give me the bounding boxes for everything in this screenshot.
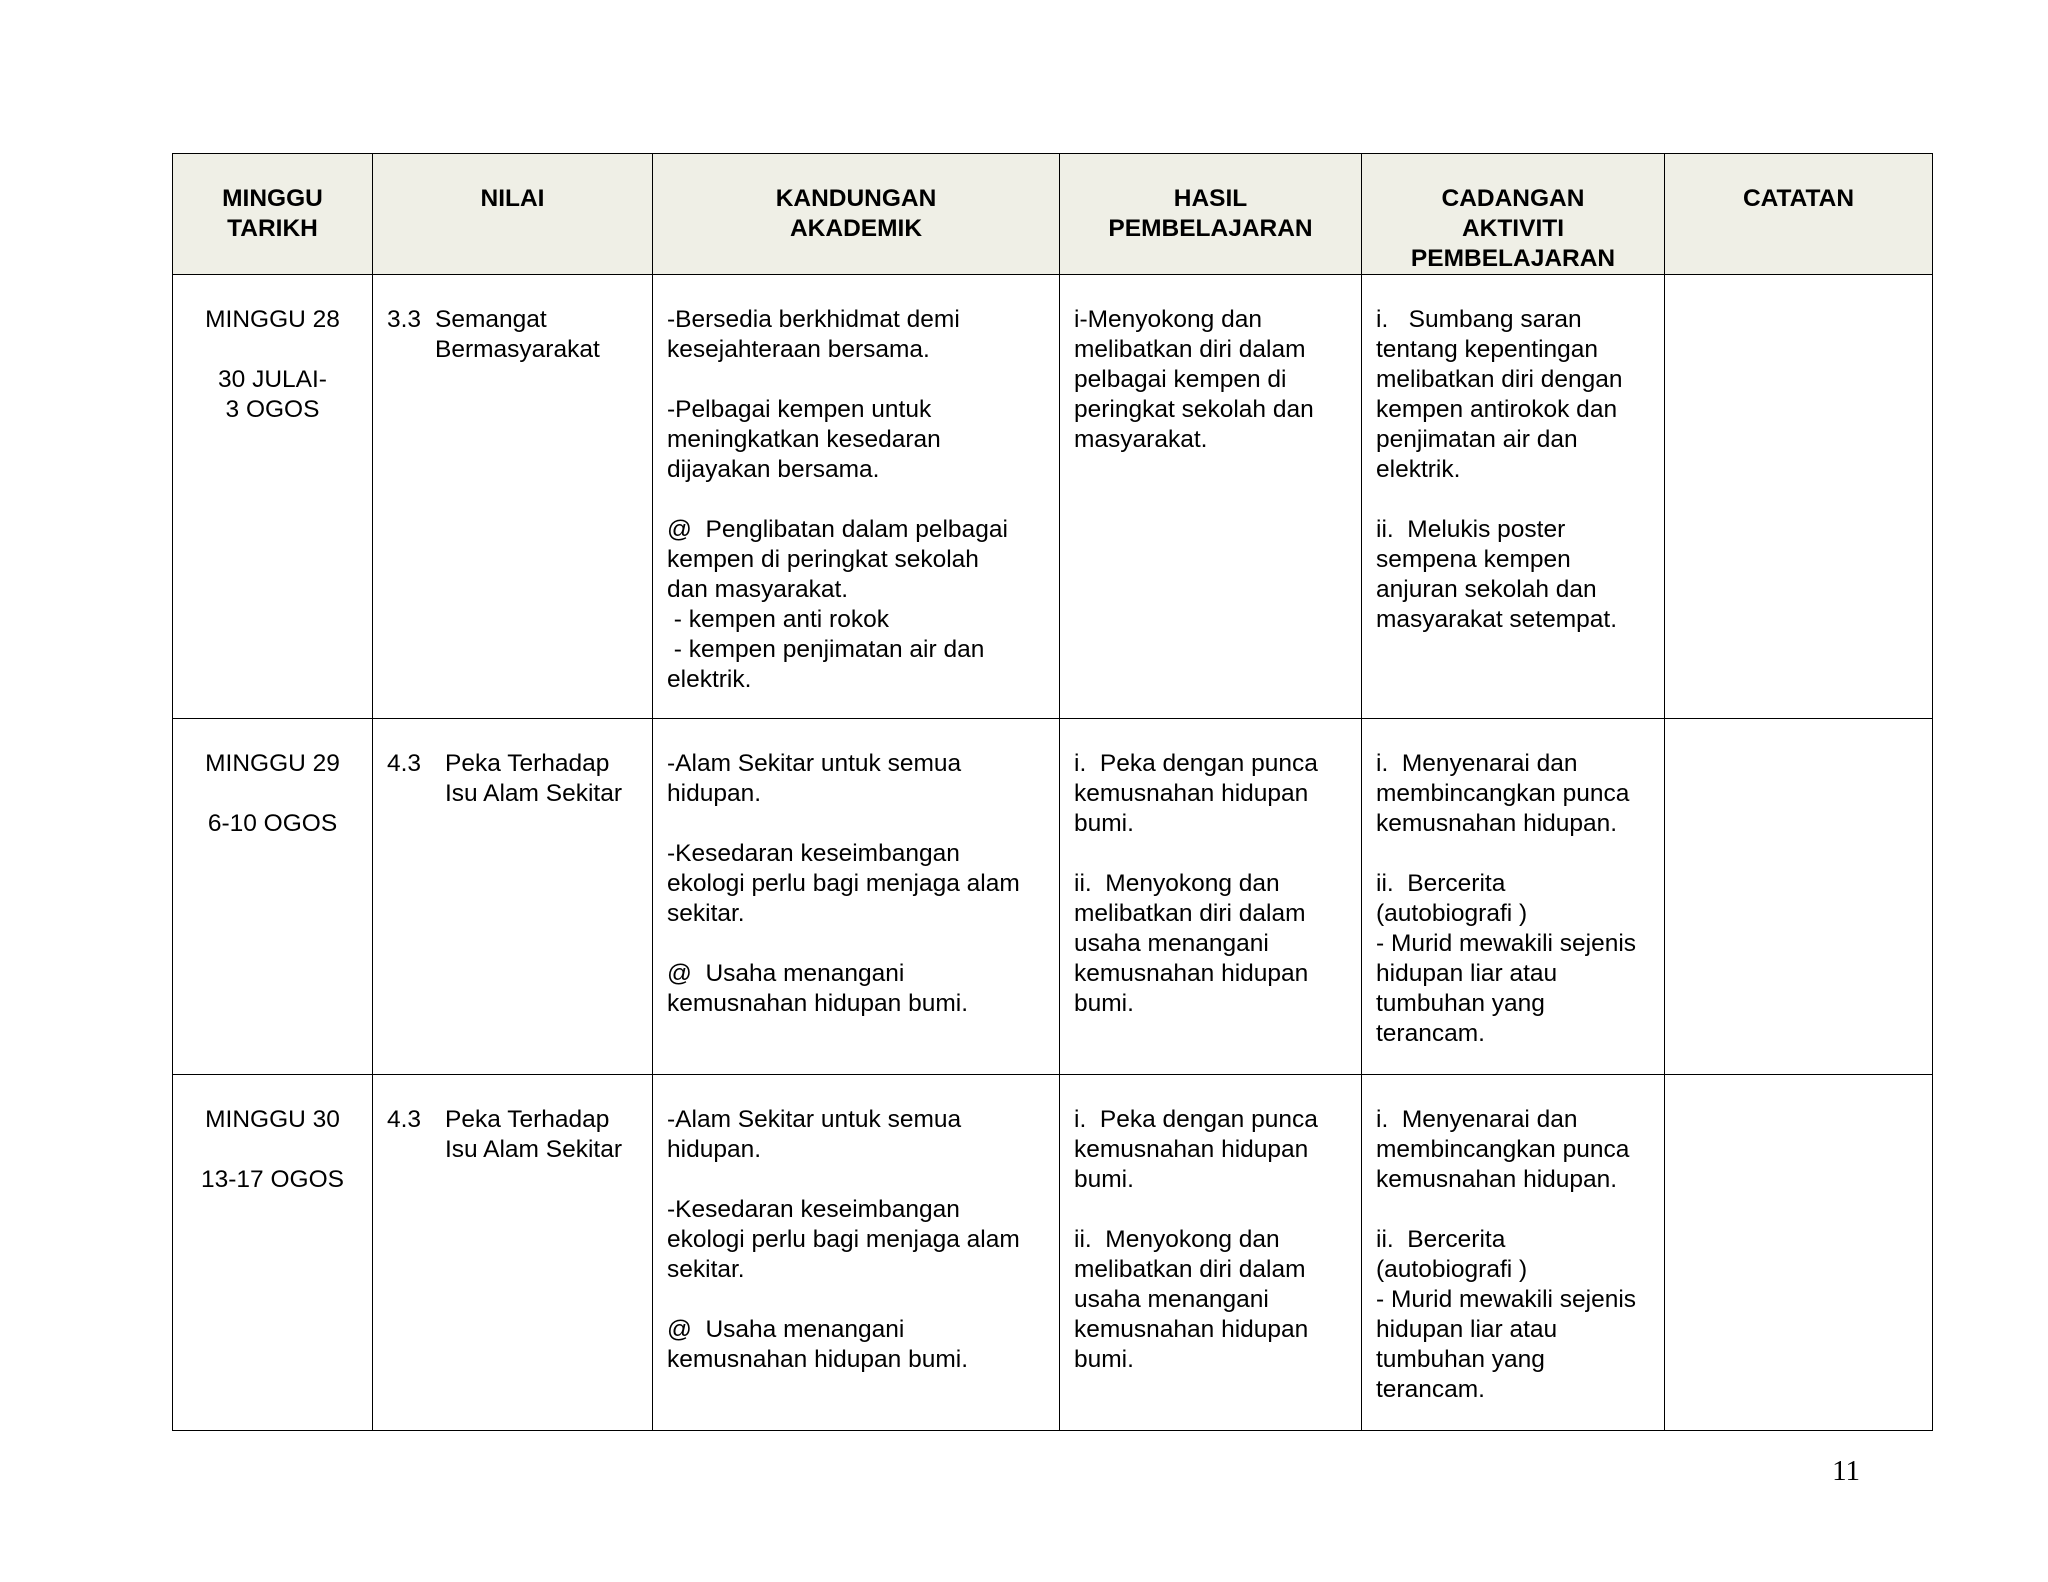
header-minggu-tarikh [173, 154, 373, 275]
text-line: ii. Melukis poster [1376, 516, 1566, 543]
date-range [187, 365, 358, 425]
text-line: kemusnahan hidupan [1074, 780, 1309, 807]
nilai-cell [373, 1075, 653, 1431]
text-line: ekologi perlu bagi menjaga alam [667, 870, 1020, 897]
text-line: usaha menangani [1074, 930, 1269, 957]
hasil-paragraph [1074, 305, 1347, 455]
text-line: kesejahteraan bersama. [667, 336, 930, 363]
kandungan-paragraph [667, 1315, 1045, 1375]
text-line: masyarakat setempat. [1376, 606, 1618, 633]
text-line: elektrik. [667, 666, 752, 693]
text-line: (autobiografi ) [1376, 900, 1528, 927]
hasil-paragraph [1074, 1225, 1347, 1375]
hasil-paragraph [1074, 1105, 1347, 1195]
header-label: TARIKH [227, 215, 318, 242]
text-line: Peka Terhadap [445, 750, 610, 777]
text-line: - Murid mewakili sejenis [1376, 1286, 1637, 1313]
date-range [187, 1165, 358, 1195]
text-line: -Pelbagai kempen untuk [667, 396, 932, 423]
text-line: - Murid mewakili sejenis [1376, 930, 1637, 957]
nilai-text [445, 749, 638, 809]
text-line: 13-17 OGOS [201, 1166, 344, 1193]
text-line: tumbuhan yang [1376, 1346, 1545, 1373]
hasil-paragraph [1074, 749, 1347, 839]
text-line: hidupan. [667, 1136, 762, 1163]
kandungan-paragraph [667, 395, 1045, 485]
hasil-cell [1060, 275, 1362, 719]
text-line: masyarakat. [1074, 426, 1208, 453]
kandungan-paragraph [667, 1105, 1045, 1165]
text-line: - kempen penjimatan air dan [667, 636, 985, 663]
text-line: dijayakan bersama. [667, 456, 880, 483]
text-line: i. Peka dengan punca [1074, 750, 1318, 777]
text-line: meningkatkan kesedaran [667, 426, 941, 453]
text-line: membincangkan punca [1376, 1136, 1630, 1163]
text-line: melibatkan diri dalam [1074, 900, 1306, 927]
text-line: i. Peka dengan punca [1074, 1106, 1318, 1133]
text-line: ii. Bercerita [1376, 1226, 1506, 1253]
text-line: -Bersedia berkhidmat demi [667, 306, 960, 333]
text-line: ii. Bercerita [1376, 870, 1506, 897]
week-label: MINGGU 30 [205, 1106, 340, 1133]
text-line: @ Usaha menangani [667, 1316, 905, 1343]
week-label: MINGGU 28 [205, 306, 340, 333]
text-line: bumi. [1074, 810, 1134, 837]
header-label: AKADEMIK [789, 215, 923, 242]
nilai-text [445, 1105, 638, 1165]
cadangan-paragraph [1376, 1105, 1650, 1195]
catatan-cell [1665, 719, 1933, 1075]
header-kandungan-akademik [653, 154, 1060, 275]
text-line: Isu Alam Sekitar [445, 780, 623, 807]
text-line: Bermasyarakat [435, 336, 600, 363]
text-line: bumi. [1074, 1346, 1134, 1373]
text-line: 30 JULAI- [218, 366, 327, 393]
text-line: @ Penglibatan dalam pelbagai [667, 516, 1008, 543]
text-line: bumi. [1074, 990, 1134, 1017]
nilai-entry [387, 749, 638, 809]
header-label: AKTIVITI [1461, 215, 1565, 242]
kandungan-paragraph [667, 959, 1045, 1019]
kandungan-cell [653, 719, 1060, 1075]
header-label: NILAI [480, 185, 545, 212]
cadangan-cell [1362, 1075, 1665, 1431]
text-line: - kempen anti rokok [667, 606, 889, 633]
text-line: sempena kempen [1376, 546, 1571, 573]
cadangan-paragraph [1376, 869, 1650, 1049]
header-label: PEMBELAJARAN [1108, 215, 1313, 242]
table-body [173, 275, 1933, 1431]
text-line: Peka Terhadap [445, 1106, 610, 1133]
cadangan-cell [1362, 719, 1665, 1075]
hasil-paragraph [1074, 869, 1347, 1019]
table-row [173, 719, 1933, 1075]
text-line: hidupan liar atau [1376, 960, 1558, 987]
header-nilai [373, 154, 653, 275]
text-line: (autobiografi ) [1376, 1256, 1528, 1283]
header-row [173, 154, 1933, 275]
header-catatan [1665, 154, 1933, 275]
text-line: -Alam Sekitar untuk semua [667, 1106, 962, 1133]
text-line: i. Menyenarai dan [1376, 1106, 1578, 1133]
cadangan-cell [1362, 275, 1665, 719]
nilai-cell [373, 275, 653, 719]
week-label: MINGGU 29 [205, 750, 340, 777]
text-line: kemusnahan hidupan [1074, 1136, 1309, 1163]
text-line: i. Sumbang saran [1376, 306, 1582, 333]
table-header [173, 154, 1933, 275]
hasil-cell [1060, 719, 1362, 1075]
header-label: PEMBELAJARAN [1410, 245, 1616, 272]
cadangan-paragraph [1376, 749, 1650, 839]
text-line: bumi. [1074, 1166, 1134, 1193]
text-line: anjuran sekolah dan [1376, 576, 1597, 603]
text-line: dan masyarakat. [667, 576, 849, 603]
text-line: terancam. [1376, 1020, 1485, 1047]
week-date-cell [173, 719, 373, 1075]
text-line: membincangkan punca [1376, 780, 1630, 807]
catatan-cell [1665, 1075, 1933, 1431]
kandungan-paragraph [667, 515, 1045, 695]
nilai-entry [387, 1105, 638, 1165]
text-line: tumbuhan yang [1376, 990, 1545, 1017]
text-line: peringkat sekolah dan [1074, 396, 1314, 423]
text-line: kemusnahan hidupan [1074, 1316, 1309, 1343]
table-row [173, 275, 1933, 719]
text-line: 6-10 OGOS [207, 810, 338, 837]
nilai-number: 4.3 [387, 1106, 422, 1133]
nilai-number: 3.3 [387, 306, 422, 333]
text-line: ii. Menyokong dan [1074, 870, 1280, 897]
nilai-cell [373, 719, 653, 1075]
text-line: penjimatan air dan [1376, 426, 1578, 453]
text-line: sekitar. [667, 900, 745, 927]
cadangan-paragraph [1376, 305, 1650, 485]
nilai-number: 4.3 [387, 750, 422, 777]
text-line: melibatkan diri dalam [1074, 1256, 1306, 1283]
text-line: ii. Menyokong dan [1074, 1226, 1280, 1253]
cadangan-paragraph [1376, 1225, 1650, 1405]
text-line: kemusnahan hidupan [1074, 960, 1309, 987]
text-line: Semangat [435, 306, 547, 333]
text-line: melibatkan diri dengan [1376, 366, 1623, 393]
nilai-text [435, 305, 638, 365]
lesson-plan-table [172, 153, 1933, 1431]
text-line: i-Menyokong dan [1074, 306, 1262, 333]
header-hasil-pembelajaran [1060, 154, 1362, 275]
header-label: CADANGAN [1441, 185, 1585, 212]
text-line: -Kesedaran keseimbangan [667, 840, 960, 867]
table-row [173, 1075, 1933, 1431]
kandungan-cell [653, 275, 1060, 719]
text-line: kemusnahan hidupan. [1376, 810, 1618, 837]
text-line: kempen antirokok dan [1376, 396, 1618, 423]
text-line: kemusnahan hidupan bumi. [667, 990, 969, 1017]
catatan-cell [1665, 275, 1933, 719]
kandungan-paragraph [667, 839, 1045, 929]
kandungan-cell [653, 1075, 1060, 1431]
text-line: kempen di peringkat sekolah [667, 546, 979, 573]
text-line: melibatkan diri dalam [1074, 336, 1306, 363]
text-line: hidupan. [667, 780, 762, 807]
text-line: tentang kepentingan [1376, 336, 1599, 363]
text-line: kemusnahan hidupan. [1376, 1166, 1618, 1193]
text-line: 3 OGOS [225, 396, 320, 423]
text-line: Isu Alam Sekitar [445, 1136, 623, 1163]
text-line: ekologi perlu bagi menjaga alam [667, 1226, 1020, 1253]
text-line: @ Usaha menangani [667, 960, 905, 987]
header-label: KANDUNGAN [775, 185, 937, 212]
date-range [187, 809, 358, 839]
hasil-cell [1060, 1075, 1362, 1431]
text-line: i. Menyenarai dan [1376, 750, 1578, 777]
header-label: HASIL [1173, 185, 1248, 212]
text-line: terancam. [1376, 1376, 1485, 1403]
text-line: pelbagai kempen di [1074, 366, 1287, 393]
page-number: 11 [1832, 1455, 1860, 1487]
header-label: CATATAN [1742, 185, 1855, 212]
text-line: kemusnahan hidupan bumi. [667, 1346, 969, 1373]
text-line: sekitar. [667, 1256, 745, 1283]
nilai-entry [387, 305, 638, 365]
kandungan-paragraph [667, 749, 1045, 809]
text-line: -Kesedaran keseimbangan [667, 1196, 960, 1223]
week-date-cell [173, 1075, 373, 1431]
text-line: hidupan liar atau [1376, 1316, 1558, 1343]
header-label: MINGGU [222, 185, 323, 212]
kandungan-paragraph [667, 1195, 1045, 1285]
cadangan-paragraph [1376, 515, 1650, 635]
kandungan-paragraph [667, 305, 1045, 365]
text-line: -Alam Sekitar untuk semua [667, 750, 962, 777]
week-date-cell [173, 275, 373, 719]
header-cadangan-aktiviti [1362, 154, 1665, 275]
text-line: usaha menangani [1074, 1286, 1269, 1313]
text-line: elektrik. [1376, 456, 1461, 483]
